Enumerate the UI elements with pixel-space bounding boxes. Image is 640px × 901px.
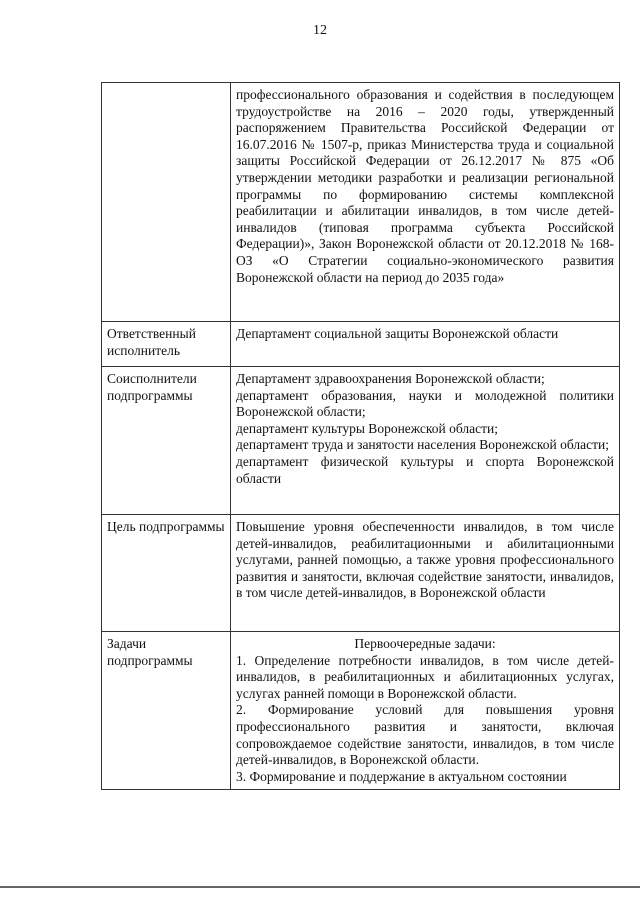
row-label: Задачи подпрограммы — [102, 632, 231, 790]
row-value-heading: Первоочередные задачи: — [354, 636, 496, 651]
page-number: 12 — [313, 23, 327, 38]
page-bottom-divider — [0, 886, 640, 888]
row-value-line: профессионального образования и содействия в последующем трудоустройстве на 2016 – 2020 годы, утвержденный распоряжением Правительства Российской Федерации от 16.07.2016 № 1507-р, приказ Министерства труда и социальной защиты Российской Федерации от 26.12.2017 № 875 «Об утверждении методики разработки и реализации региональной программы по формированию системы комплексной реабилитации и абилитации инвалидов, в том числе детей-инвалидов (типовая программа субъекта Российской Федерации)», Закон Воронежской области от 20.12.2018 № 168-ОЗ «О Стратегии социально-экономического развития Воронежской области на период до 2035 года» — [236, 87, 614, 285]
row-value — [231, 632, 620, 790]
table-row — [102, 367, 620, 515]
row-label: Цель подпрограммы — [102, 515, 231, 632]
row-value — [231, 83, 620, 322]
table-row — [102, 515, 620, 632]
row-value-line: департамент образования, науки и молодежной политики Воронежской области; — [236, 387, 614, 420]
row-value — [231, 515, 620, 632]
row-value-line: 3. Формирование и поддержание в актуальном состоянии — [236, 768, 567, 784]
row-value-line: Повышение уровня обеспеченности инвалидов, в том числе детей-инвалидов, реабилитационными и абилитационными услугами, ранней помощью, а также уровня профессионального развития и занятости, включая содействие занятости, инвалидов, в том числе детей-инвалидов, в Воронежской области — [236, 519, 614, 601]
row-label: Ответственный исполнитель — [102, 322, 231, 367]
row-value — [231, 322, 620, 367]
table-row — [102, 632, 620, 790]
row-label — [102, 83, 231, 322]
row-value-line: 2. Формирование условий для повышения уровня профессионального развития и занятости, включая сопровождаемое содействие занятости, инвалидов, в том числе детей-инвалидов, в Воронежской области. — [236, 702, 614, 768]
row-value-line: департамент культуры Воронежской области; — [236, 420, 498, 436]
row-label: Соисполнители подпрограммы — [102, 367, 231, 515]
table-row — [102, 83, 620, 322]
row-value-line: департамент физической культуры и спорта Воронежской области — [236, 453, 614, 486]
row-value-line: 1. Определение потребности инвалидов, в том числе детей-инвалидов, в реабилитационных и абилитационных услугах, услугах ранней помощи в Воронежской области. — [236, 652, 614, 701]
row-value-line: Департамент социальной защиты Воронежской области — [236, 326, 559, 341]
row-value — [231, 367, 620, 515]
program-passport-table — [101, 82, 620, 790]
table-row — [102, 322, 620, 367]
row-value-line: департамент труда и занятости населения Воронежской области; — [236, 437, 609, 453]
row-value-line: Департамент здравоохранения Воронежской области; — [236, 371, 545, 386]
